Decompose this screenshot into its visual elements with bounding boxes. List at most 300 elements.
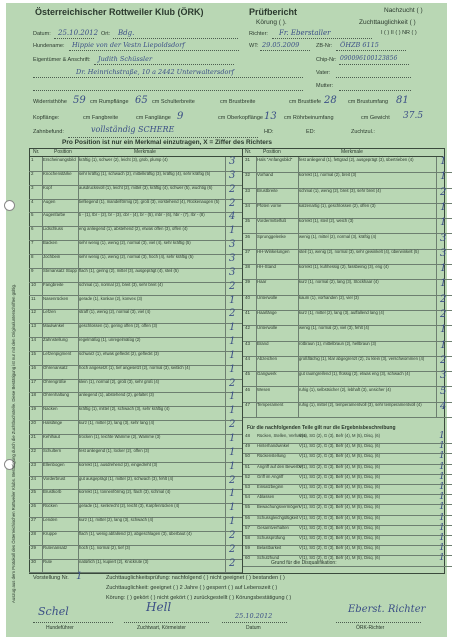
sig3-line bbox=[336, 622, 421, 623]
oberkopf-label: cm Oberkopflänge bbox=[218, 115, 263, 121]
eigentuemer-label: Eigentümer & Anschrift: bbox=[33, 57, 91, 63]
row-criteria: V(1), SG (2), G (3), Befr (4), M (5), Disq. (6) bbox=[299, 453, 380, 459]
row-position: Belastbarkeit bbox=[257, 545, 282, 551]
col-separator bbox=[42, 282, 43, 296]
col-separator bbox=[225, 462, 226, 476]
row-criteria: rotbraun (1), mittelbraun (2), hellbraun (3) bbox=[299, 340, 377, 346]
row-number: 30 bbox=[31, 558, 37, 564]
col-separator bbox=[42, 531, 43, 545]
brustumfang-label: cm Brustumfang bbox=[348, 99, 389, 105]
row-position: Gesamtverhalten bbox=[257, 524, 289, 530]
row-number: 29 bbox=[31, 544, 37, 550]
row-position: Fangbreite bbox=[43, 281, 64, 287]
rumpflaenge-value[interactable]: 65 bbox=[135, 95, 148, 106]
row-number: 32 bbox=[245, 172, 251, 178]
row-score[interactable]: 1 bbox=[439, 553, 445, 564]
row-number: 47 bbox=[245, 401, 251, 407]
wt-value[interactable]: 29.05.2009 bbox=[262, 41, 300, 49]
table-row bbox=[243, 188, 452, 204]
signature-warden[interactable]: Hell bbox=[146, 600, 172, 614]
col-separator bbox=[42, 503, 43, 517]
row-score[interactable]: 1 bbox=[439, 441, 445, 452]
row-position: HH-Winkelungen bbox=[257, 248, 290, 254]
row-criteria: wenig (1), normal (2), viel (3), fehlt (4) bbox=[299, 325, 370, 331]
col-separator bbox=[78, 462, 79, 476]
row-score[interactable]: 1 bbox=[439, 451, 445, 462]
col-separator bbox=[256, 402, 257, 417]
vorstellung-value[interactable]: 1 bbox=[76, 571, 83, 582]
row-score[interactable]: 1 bbox=[229, 433, 236, 444]
row-number: 12 bbox=[31, 309, 37, 315]
row-position: Brand bbox=[257, 340, 269, 346]
col-separator bbox=[256, 157, 257, 172]
row-score[interactable]: 1 bbox=[229, 516, 236, 528]
row-score[interactable]: 2 bbox=[229, 474, 236, 486]
row-number: 21 bbox=[31, 434, 37, 439]
row-score[interactable]: 3 bbox=[229, 239, 236, 251]
row-score[interactable]: 1 bbox=[229, 349, 236, 361]
club-title: Österreichischer Rottweiler Klub (ÖRK) bbox=[35, 7, 204, 17]
report-sheet bbox=[6, 3, 447, 637]
col-separator bbox=[436, 295, 437, 310]
row-position: Zahnstellung bbox=[43, 337, 68, 343]
col-separator bbox=[436, 172, 437, 187]
ed-label: ED: bbox=[306, 129, 316, 135]
row-criteria: großflächig (1), klar abgegrenzt (2), zu klein (3), verschwommen (4) bbox=[299, 355, 425, 361]
row-position: Schussgleichgültigkeit bbox=[257, 514, 299, 520]
row-number: 39 bbox=[245, 279, 251, 285]
row-score[interactable]: 3 bbox=[440, 232, 447, 244]
row-criteria: korrekt (1), kuhhessig (2), fassbeinig (3), eng (4) bbox=[299, 264, 389, 270]
row-position: Schutzhund bbox=[257, 555, 280, 561]
col-separator bbox=[298, 387, 299, 402]
row-criteria: ruhig (1), selbstsicher (2), lebhaft (3), unsicher (4) bbox=[299, 386, 391, 392]
col-separator bbox=[78, 157, 79, 171]
row-score[interactable]: 1 bbox=[439, 512, 445, 523]
col-separator bbox=[42, 365, 43, 379]
widerrist-value[interactable]: 59 bbox=[73, 95, 86, 106]
row-position: Einsatzbeginn bbox=[257, 484, 284, 489]
fanglaenge-value[interactable]: 9 bbox=[177, 111, 184, 122]
table-row bbox=[243, 310, 452, 326]
row-score[interactable]: 1 bbox=[440, 263, 447, 275]
col-separator bbox=[225, 309, 226, 323]
row-position: Ohrenansatz bbox=[43, 364, 68, 370]
row-criteria: straff (1), wenig (2), normal (3), viel (4) bbox=[79, 309, 151, 315]
row-score[interactable]: 2 bbox=[229, 543, 236, 555]
row-score[interactable]: 4 bbox=[440, 400, 447, 412]
row-score[interactable]: 1 bbox=[440, 156, 447, 167]
row-criteria: korrekt (1), ausdrehend (2), eingedreht (3) bbox=[79, 461, 158, 467]
row-criteria: V(1), SG (2), G (3), Befr (4), M (5), Disq. (6) bbox=[299, 473, 380, 479]
col-separator bbox=[225, 323, 226, 337]
row-score[interactable]: 1 bbox=[440, 201, 447, 213]
row-score[interactable]: 1 bbox=[439, 543, 445, 554]
row-position: Vorhand bbox=[257, 172, 274, 178]
col-separator bbox=[42, 240, 43, 254]
row-position: Nasenrücken bbox=[43, 295, 69, 301]
row-number: 20 bbox=[31, 420, 37, 426]
row-score[interactable]: 3 bbox=[229, 156, 236, 167]
richter-label: Richter: bbox=[249, 31, 268, 37]
col-separator bbox=[298, 234, 299, 249]
col-position-left: Position bbox=[54, 149, 72, 155]
row-score[interactable]: 1 bbox=[440, 171, 447, 183]
row-position: Kopf bbox=[43, 184, 52, 190]
row-number: 3 bbox=[31, 184, 34, 190]
ort-line bbox=[113, 38, 238, 39]
row-score[interactable]: 2 bbox=[229, 557, 236, 569]
row-number: 22 bbox=[31, 447, 37, 453]
date-label: Datum bbox=[246, 625, 261, 631]
col-separator bbox=[225, 503, 226, 517]
row-score[interactable]: 2 bbox=[229, 377, 236, 389]
row-number: 33 bbox=[245, 187, 251, 193]
col-separator bbox=[78, 351, 79, 365]
table-row bbox=[243, 402, 452, 418]
col-separator bbox=[42, 434, 43, 448]
col-separator bbox=[78, 420, 79, 434]
col-separator bbox=[78, 392, 79, 406]
row-position: Angriff auf den Bewerber bbox=[257, 463, 304, 469]
row-position: Ablassen bbox=[257, 494, 275, 500]
table-row bbox=[29, 531, 242, 546]
col-separator bbox=[256, 234, 257, 249]
row-score[interactable]: 2 bbox=[229, 308, 236, 320]
address-value[interactable]: Dr. Heinrichstraße, 10 a 2442 Unterwaltersdorf bbox=[76, 68, 234, 76]
table-row bbox=[29, 559, 242, 574]
nachzucht-option[interactable]: Nachzucht ( ) bbox=[384, 7, 423, 14]
table-row bbox=[29, 448, 242, 463]
brusttiefe-value[interactable]: 28 bbox=[324, 95, 337, 106]
row-criteria: ti - (1), tbr - (2), br - (3), cbr - (4), br - (5), mbr - (6), hbr - (7), rbr - (8) bbox=[79, 212, 205, 218]
row-number: 54 bbox=[245, 494, 251, 500]
row-score[interactable]: 2 bbox=[229, 197, 236, 209]
row-score[interactable]: 1 bbox=[229, 363, 236, 375]
wt-label: WT: bbox=[249, 43, 259, 49]
row-score[interactable]: 1 bbox=[439, 471, 445, 482]
row-score[interactable]: 2 bbox=[440, 354, 447, 366]
row-score[interactable]: 1 bbox=[440, 339, 447, 351]
row-position: Schussprüfung bbox=[257, 535, 285, 540]
mutter-label: Mutter: bbox=[316, 83, 334, 89]
row-score[interactable]: 1 bbox=[229, 294, 236, 306]
row-number: 4 bbox=[31, 198, 34, 204]
row-position: Bewachungsvermögen bbox=[257, 504, 300, 510]
row-criteria: klein (1), normal (2), groß (3), sehr groß (4) bbox=[79, 378, 160, 384]
signature-date[interactable]: 25.10.2012 bbox=[235, 612, 273, 620]
section-header: Für die nachfolgenden Teile gilt nur die Ergebnisbeschreibung bbox=[247, 425, 396, 431]
row-score[interactable]: 1 bbox=[439, 482, 445, 492]
col-separator bbox=[225, 448, 226, 462]
row-score[interactable]: 1 bbox=[440, 324, 447, 336]
row-number: 58 bbox=[245, 535, 251, 540]
row-number: 43 bbox=[245, 340, 251, 346]
row-criteria: schmal (1), normal (2), breit (3), sehr breit (4) bbox=[79, 281, 163, 287]
row-position: Kruppe bbox=[43, 530, 57, 536]
row-position: Backen bbox=[43, 240, 58, 246]
col-separator bbox=[42, 448, 43, 462]
row-position: Vordermittelfuß bbox=[257, 218, 287, 224]
row-criteria: kurz (1), normal (2), lang (3), Stockhaar (4) bbox=[299, 279, 379, 285]
row-number: 52 bbox=[245, 473, 251, 479]
row-number: 11 bbox=[31, 295, 36, 301]
table-row bbox=[29, 351, 242, 366]
col-separator bbox=[78, 185, 79, 199]
col-separator bbox=[78, 531, 79, 545]
col-separator bbox=[256, 387, 257, 402]
col-separator bbox=[42, 392, 43, 406]
dq-footnote: Grund für die Disqualifikation: bbox=[271, 560, 337, 566]
row-number: 15 bbox=[31, 350, 37, 356]
mutter-line bbox=[339, 90, 411, 91]
row-score[interactable]: 3 bbox=[229, 169, 236, 181]
row-criteria: kräftig (1), schwer (2), leicht (3), grob, plump (4) bbox=[79, 157, 168, 162]
signature-handler[interactable]: Schel bbox=[38, 605, 69, 618]
table-row bbox=[243, 325, 452, 341]
row-position: Jochbein bbox=[43, 253, 61, 259]
row-criteria: sehr wenig (1), wenig (2), normal (3), hoch (4), sehr kräftig (5) bbox=[79, 253, 194, 259]
row-position: Unterwolle bbox=[257, 325, 278, 331]
col-separator bbox=[78, 476, 79, 490]
table-row bbox=[29, 517, 242, 532]
col-separator bbox=[436, 341, 437, 356]
row-score[interactable]: 2 bbox=[229, 183, 236, 195]
col-separator bbox=[436, 325, 437, 340]
row-score[interactable]: 1 bbox=[229, 488, 236, 500]
row-position: Wesen bbox=[257, 386, 271, 392]
col-position-right: Position bbox=[263, 149, 281, 155]
table-row bbox=[29, 420, 242, 435]
row-position: Augenfarbe bbox=[43, 212, 66, 218]
side-text: Auszug aus dem Protokoll des Österreichischen Rottweiler Klubs. Bestätigung durch die Zuchtbuchstelle. Diese Bestätigung ist nur mit den Originalunterschriften gültig. bbox=[11, 283, 16, 603]
row-number: 16 bbox=[31, 364, 37, 370]
col-separator bbox=[436, 402, 437, 417]
table-row bbox=[29, 226, 242, 241]
table-row bbox=[243, 172, 452, 188]
eigentuemer-value[interactable]: Judith Schüssler bbox=[98, 55, 153, 63]
row-score[interactable]: 3 bbox=[229, 252, 236, 264]
row-criteria: korrekt (1), steil (2), weich (3) bbox=[299, 218, 354, 224]
row-number: 45 bbox=[245, 371, 251, 377]
row-score[interactable]: 2 bbox=[229, 419, 236, 431]
roehrbein-label: cm Röhrbeinumfang bbox=[284, 115, 334, 121]
row-criteria: V(1), SG (2), G (3), Befr (4), M (5), Disq. (6) bbox=[299, 463, 380, 469]
row-score[interactable]: 1 bbox=[439, 461, 445, 472]
row-score[interactable]: 1 bbox=[229, 391, 236, 403]
col-separator bbox=[78, 406, 79, 420]
address-line bbox=[33, 77, 303, 78]
row-criteria: flach (1), wenig abfallend (2), abgeschlagen (3), überbaut (4) bbox=[79, 530, 192, 536]
row-criteria: V(1), SG (2), G (3), Befr (4), M (5), Disq. (6) bbox=[299, 524, 380, 530]
date-line bbox=[222, 622, 287, 623]
row-score[interactable]: 2 bbox=[440, 293, 447, 305]
col-separator bbox=[256, 264, 257, 279]
ort-value[interactable]: Bdg. bbox=[118, 29, 135, 37]
row-criteria: gut ausgeprägt (1), mittel (2), schwach (3), fehlt (4) bbox=[79, 475, 174, 481]
brustumfang-value[interactable]: 81 bbox=[396, 95, 409, 106]
row-criteria: katzenartig (1), geschlossen (2), offen (3) bbox=[299, 202, 376, 208]
row-score[interactable]: 2 bbox=[440, 186, 447, 198]
row-position: Hinterhandwinkel bbox=[257, 443, 290, 449]
row-number: 50 bbox=[245, 453, 251, 459]
row-number: 34 bbox=[245, 202, 251, 208]
hundename-value[interactable]: Hippie von der Vestn Liepoldsdorf bbox=[72, 41, 185, 49]
table-row bbox=[243, 264, 452, 280]
row-position: Temperament bbox=[257, 401, 284, 407]
row-score[interactable]: 3 bbox=[229, 266, 236, 278]
row-score[interactable]: 1 bbox=[229, 502, 236, 514]
chip-label: Chip-Nr: bbox=[316, 57, 337, 63]
row-score[interactable]: 3 bbox=[440, 370, 447, 382]
col-separator bbox=[42, 185, 43, 199]
row-criteria: schwarz (1), etwas gefleckt (2), gefleckt (3) bbox=[79, 350, 159, 356]
row-score[interactable]: 1 bbox=[229, 225, 236, 237]
row-score[interactable]: 3 bbox=[440, 247, 447, 259]
col-separator bbox=[78, 545, 79, 559]
zuchttauglichkeit-option[interactable]: Zuchttauglichkeit ( ) bbox=[359, 19, 416, 26]
row-score[interactable]: 4 bbox=[229, 211, 236, 223]
row-criteria: sehr wenig (1), wenig (2), normal (3), viel (4), sehr kräftig (5) bbox=[79, 240, 191, 246]
col-separator bbox=[42, 489, 43, 503]
col-separator bbox=[42, 254, 43, 268]
row-position: Lefzen bbox=[43, 309, 56, 315]
row-position: Abzeichen bbox=[257, 355, 278, 361]
sig1-label: Hundeführer bbox=[46, 625, 74, 631]
row-number: 26 bbox=[31, 503, 37, 509]
col-separator bbox=[78, 434, 79, 448]
row-number: 59 bbox=[245, 545, 251, 551]
row-position: Schultern bbox=[43, 447, 62, 453]
col-separator bbox=[78, 199, 79, 213]
row-score[interactable]: 5 bbox=[440, 385, 447, 397]
koerung-option[interactable]: Körung ( ). bbox=[256, 19, 287, 26]
row-criteria: V(1), SG (2), G (3), Befr (4), M (5), Disq. (6) bbox=[299, 545, 380, 551]
row-position: Gangwerk bbox=[257, 371, 277, 377]
col-separator bbox=[436, 218, 437, 233]
col-separator bbox=[225, 489, 226, 503]
col-separator bbox=[225, 268, 226, 282]
row-number: 35 bbox=[245, 218, 251, 224]
col-separator bbox=[436, 356, 437, 371]
sig2-line bbox=[124, 622, 209, 623]
row-criteria: sehr kräftig (1), schwach (2), mittelkräftig (3), kräftig (4), sehr kräftig (5) bbox=[79, 170, 211, 176]
signature-judge[interactable]: Eberst. Richter bbox=[348, 604, 426, 615]
brustbreite-label: cm Brustbreite bbox=[220, 99, 256, 105]
col-separator bbox=[225, 171, 226, 185]
row-number: 60 bbox=[245, 555, 251, 561]
row-number: 57 bbox=[245, 524, 251, 530]
hundename-line bbox=[69, 50, 239, 51]
oberkopf-value[interactable]: 13 bbox=[264, 111, 277, 122]
row-number: 13 bbox=[31, 323, 37, 329]
row-score[interactable]: 1 bbox=[229, 405, 236, 417]
row-score[interactable]: 2 bbox=[440, 309, 447, 320]
col-separator bbox=[256, 172, 257, 187]
row-criteria: kurz (1), mittel (2), lang (3), schwach (4) bbox=[79, 517, 154, 523]
row-criteria: gerade (1), senkrecht (2), leicht (3), Karpfenrücken (4) bbox=[79, 503, 180, 509]
table-row bbox=[29, 254, 242, 269]
row-score[interactable]: 1 bbox=[229, 446, 236, 458]
table-row bbox=[29, 199, 242, 214]
row-criteria: tiefliegend (1), mandelförmig (2), groß (3), vorstehend (4), Rückenaugen (5) bbox=[79, 198, 220, 204]
row-position: Ohrengröße bbox=[43, 378, 67, 384]
col-separator bbox=[298, 203, 299, 218]
table-row bbox=[29, 323, 242, 338]
widerrist-label: Widerristhöhe bbox=[33, 99, 67, 105]
row-criteria: hoch angesetzt (1), tief angesetzt (2), normal (3), seitlich (4) bbox=[79, 364, 191, 370]
col-separator bbox=[42, 296, 43, 310]
datum-value[interactable]: 25.10.2012 bbox=[58, 29, 99, 37]
row-score[interactable]: 1 bbox=[440, 278, 447, 290]
col-separator bbox=[256, 188, 257, 203]
col-separator bbox=[256, 325, 257, 340]
zb-value[interactable]: ÖHZB 6115 bbox=[340, 41, 379, 49]
table-row bbox=[29, 503, 242, 518]
chip-value[interactable]: 090096100123856 bbox=[340, 55, 398, 62]
result-options[interactable]: I ( ) II ( ) NR ( ) bbox=[381, 30, 417, 36]
row-criteria: eng anliegend (1), abstehend (2), etwas offen (3), offen (4) bbox=[79, 226, 188, 232]
col-separator bbox=[42, 462, 43, 476]
row-score[interactable]: 1 bbox=[439, 502, 445, 513]
row-criteria: V(1), SG (2), G (3), Befr (4), M (5), Disq. (6) bbox=[299, 484, 380, 489]
row-criteria: geschlossen (1), gering offen (2), offen (3) bbox=[79, 323, 158, 329]
col-separator bbox=[78, 517, 79, 531]
zahn-value[interactable]: vollständig SCHERE bbox=[91, 125, 175, 134]
row-number: 23 bbox=[31, 461, 37, 467]
col-nr-left: Nr. bbox=[33, 149, 40, 155]
row-score[interactable]: 1 bbox=[439, 533, 445, 543]
instruction-text: Pro Position ist nur ein Merkmal einzutragen, X = Ziffer des Richters bbox=[62, 139, 273, 146]
richter-value[interactable]: Fr. Eberstaller bbox=[279, 29, 331, 37]
vorstellung-label: Vorstellung Nr. bbox=[33, 575, 69, 581]
col-separator bbox=[436, 188, 437, 203]
row-score[interactable]: 1 bbox=[229, 460, 236, 472]
row-number: 9 bbox=[31, 267, 34, 273]
row-score[interactable]: 1 bbox=[229, 336, 236, 348]
col-separator bbox=[78, 171, 79, 185]
row-number: 8 bbox=[31, 253, 34, 259]
col-separator bbox=[42, 212, 43, 226]
row-criteria: flach (1), gering (2), mittel (3), ausgeprägt (4), steil (5) bbox=[79, 267, 179, 273]
col-separator bbox=[78, 365, 79, 379]
row-position: Sprunggelenke bbox=[257, 233, 286, 239]
row-criteria: steil (1), wenig (2), normal (3), sehr gewinkelt (4), überwinkelt (5) bbox=[299, 248, 419, 254]
table-row bbox=[29, 157, 242, 172]
sig1-line bbox=[33, 622, 113, 623]
row-score[interactable]: 1 bbox=[440, 217, 447, 229]
col-separator bbox=[256, 341, 257, 356]
row-score[interactable]: 2 bbox=[229, 280, 236, 292]
table-row bbox=[29, 489, 242, 504]
row-score[interactable]: 1 bbox=[439, 431, 445, 441]
col-separator bbox=[436, 234, 437, 249]
row-score[interactable]: 2 bbox=[229, 529, 236, 541]
zb-label: ZB-Nr: bbox=[316, 43, 333, 49]
gewicht-value[interactable]: 37.5 bbox=[403, 111, 424, 121]
row-score[interactable]: 1 bbox=[229, 322, 236, 334]
result-row2: Zuchttauglichkeit: geeignet ( ) 2 Jahre ( ) gesperrt ( ) auf Lebenszeit ( ) bbox=[106, 585, 278, 591]
col-separator bbox=[78, 379, 79, 393]
row-criteria: regelmäßig (1), unregelmäßig (2) bbox=[79, 337, 141, 343]
table-row bbox=[29, 406, 242, 421]
zuchtzul-label: Zuchtzul.: bbox=[351, 129, 375, 135]
row-score[interactable]: 1 bbox=[439, 492, 445, 503]
row-score[interactable]: 1 bbox=[439, 522, 445, 533]
col-separator bbox=[298, 341, 299, 356]
result-row1: Zuchttauglichkeitsprüfung: nachfolgend ( ) nicht geeignet ( ) bestanden ( ) bbox=[106, 575, 285, 581]
table-row bbox=[29, 309, 242, 324]
